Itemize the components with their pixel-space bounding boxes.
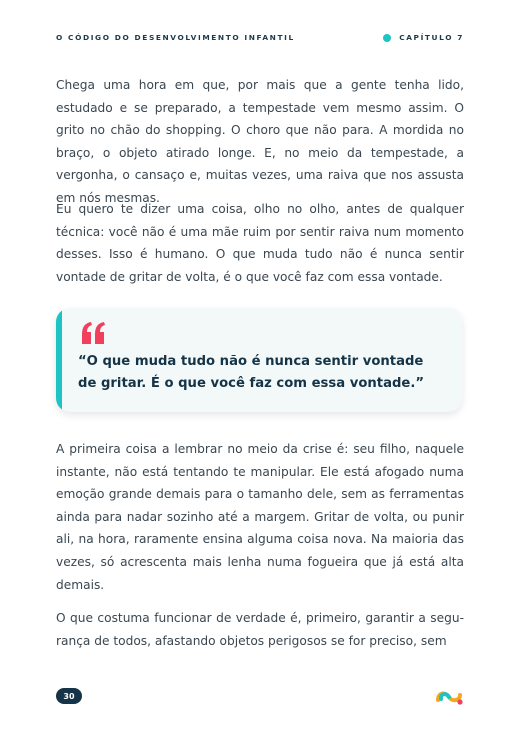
quote-text: “O que muda tudo não é nunca sentir vontade de gritar. É o que você faz com essa vontade.” [78, 354, 425, 391]
page-number-badge: 30 [56, 688, 82, 704]
page-header [56, 33, 464, 42]
quote-accent-bar [56, 308, 62, 412]
pull-quote [56, 308, 462, 412]
chapter-dot-icon [383, 34, 391, 42]
paragraph-4: O que costuma funcionar de verdade é, primeiro, garantir a segurança de todos, afastando objetos perigosos se for preciso, sem [56, 611, 464, 648]
book-title: O CÓDIGO DO DESENVOLVIMENTO INFANTIL [56, 33, 295, 42]
brand-logo-icon [434, 686, 464, 706]
chapter-text: CAPÍTULO 7 [399, 33, 464, 42]
paragraph-1: Chega uma hora em que, por mais que a gente tenha lido, estudado e se preparado, a tempestade vem mesmo assim. O grito no chão do shopping. O choro que não para. A mordida no braço, o objeto atirado longe. E, no meio da tempestade, a vergonha, o cansaço e, muitas vezes, uma raiva que nos assusta em nós mesmas. [56, 78, 464, 205]
quote-mark-icon [80, 322, 106, 344]
chapter-label [383, 33, 464, 42]
paragraph-3: A primeira coisa a lembrar no meio da crise é: seu filho, naquele instante, não está tentando te manipular. Ele está afogado numa emoção grande demais para o tamanho dele, sem as ferramentas ainda para nadar sozinho até a margem. Gritar de volta, ou punir ali, na hora, raramente ensina alguma coisa nova. Na maioria das vezes, só acrescenta mais lenha numa fogueira que já está alta demais. [56, 442, 464, 592]
paragraph-2: Eu quero te dizer uma coisa, olho no olho, antes de qualquer técnica: você não é uma mãe ruim por sentir raiva num momento desses. Isso é humano. O que muda tudo não é nunca sentir vontade de gritar de volta, é o que você faz com essa vontade. [56, 202, 464, 284]
